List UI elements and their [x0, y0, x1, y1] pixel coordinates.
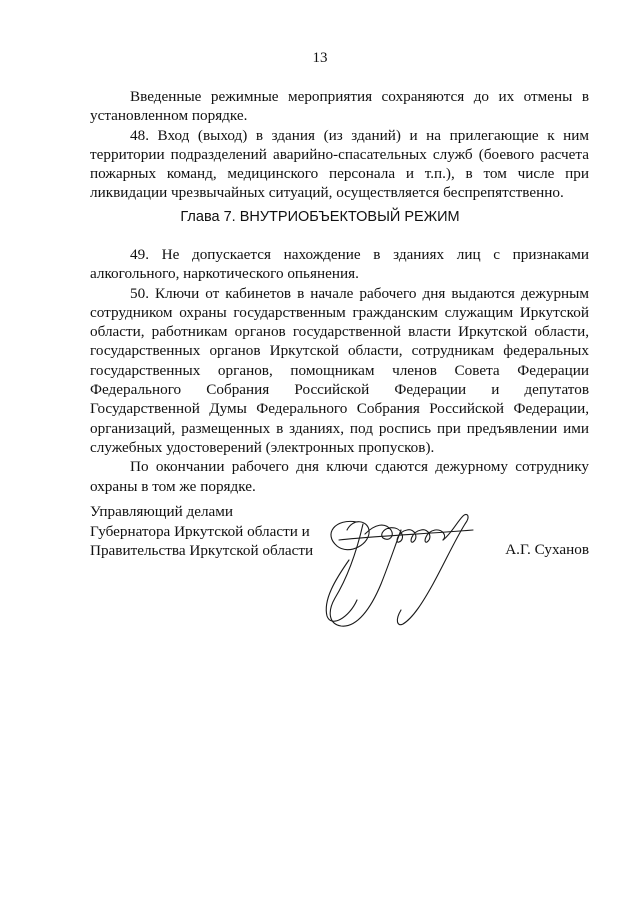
signatory-line-1: Управляющий делами	[90, 503, 234, 520]
signatory-line-3: Правительства Иркутской области	[90, 542, 314, 559]
paragraph-regime-measures: Введенные режимные мероприятия сохраняются до их отмены в установленном порядке.	[90, 88, 589, 125]
handwritten-signature	[305, 500, 495, 635]
signatory-line-2: Губернатора Иркутской области и	[90, 522, 310, 540]
page-number: 13	[312, 50, 328, 66]
paragraph-keys-return: По окончании рабочего дня ключи сдаются дежурному сотруднику охраны в том же порядке.	[90, 458, 589, 495]
section-48-text	[90, 87, 589, 203]
signatory-name: А.Г. Суханов	[505, 541, 589, 558]
paragraph-50: 50. Ключи от кабинетов в начале рабочего дня выдаются дежурным сотрудником охраны государственным гражданским служащим Иркутской области, работникам органов государственной власти Иркутской области, государственных органов Иркутской области, сотрудникам федеральных государственных органов, помощникам членов Совета Федерации Федерального Собрания Российской Федерации и депутатов Государственной Думы Федерального Собрания Российской Федерации, организаций, размещенных в зданиях, под роспись при предъявлении ими служебных удостоверений (электронных пропусков).	[90, 284, 589, 456]
signatory-position	[90, 502, 313, 561]
paragraph-49: 49. Не допускается нахождение в зданиях лиц с признаками алкогольного, наркотического опьянения.	[90, 246, 589, 283]
paragraph-48: 48. Вход (выход) в здания (из зданий) и на прилегающие к ним территории подразделений аварийно-спасательных служб (боевого расчета пожарных команд, медицинского персонала и т.п.), в том числе при ликвидации чрезвычайных ситуаций, осуществляется беспрепятственно.	[90, 126, 589, 202]
chapter-title: Глава 7. ВНУТРИОБЪЕКТОВЫЙ РЕЖИМ	[180, 209, 460, 225]
chapter-7-text	[90, 245, 589, 496]
